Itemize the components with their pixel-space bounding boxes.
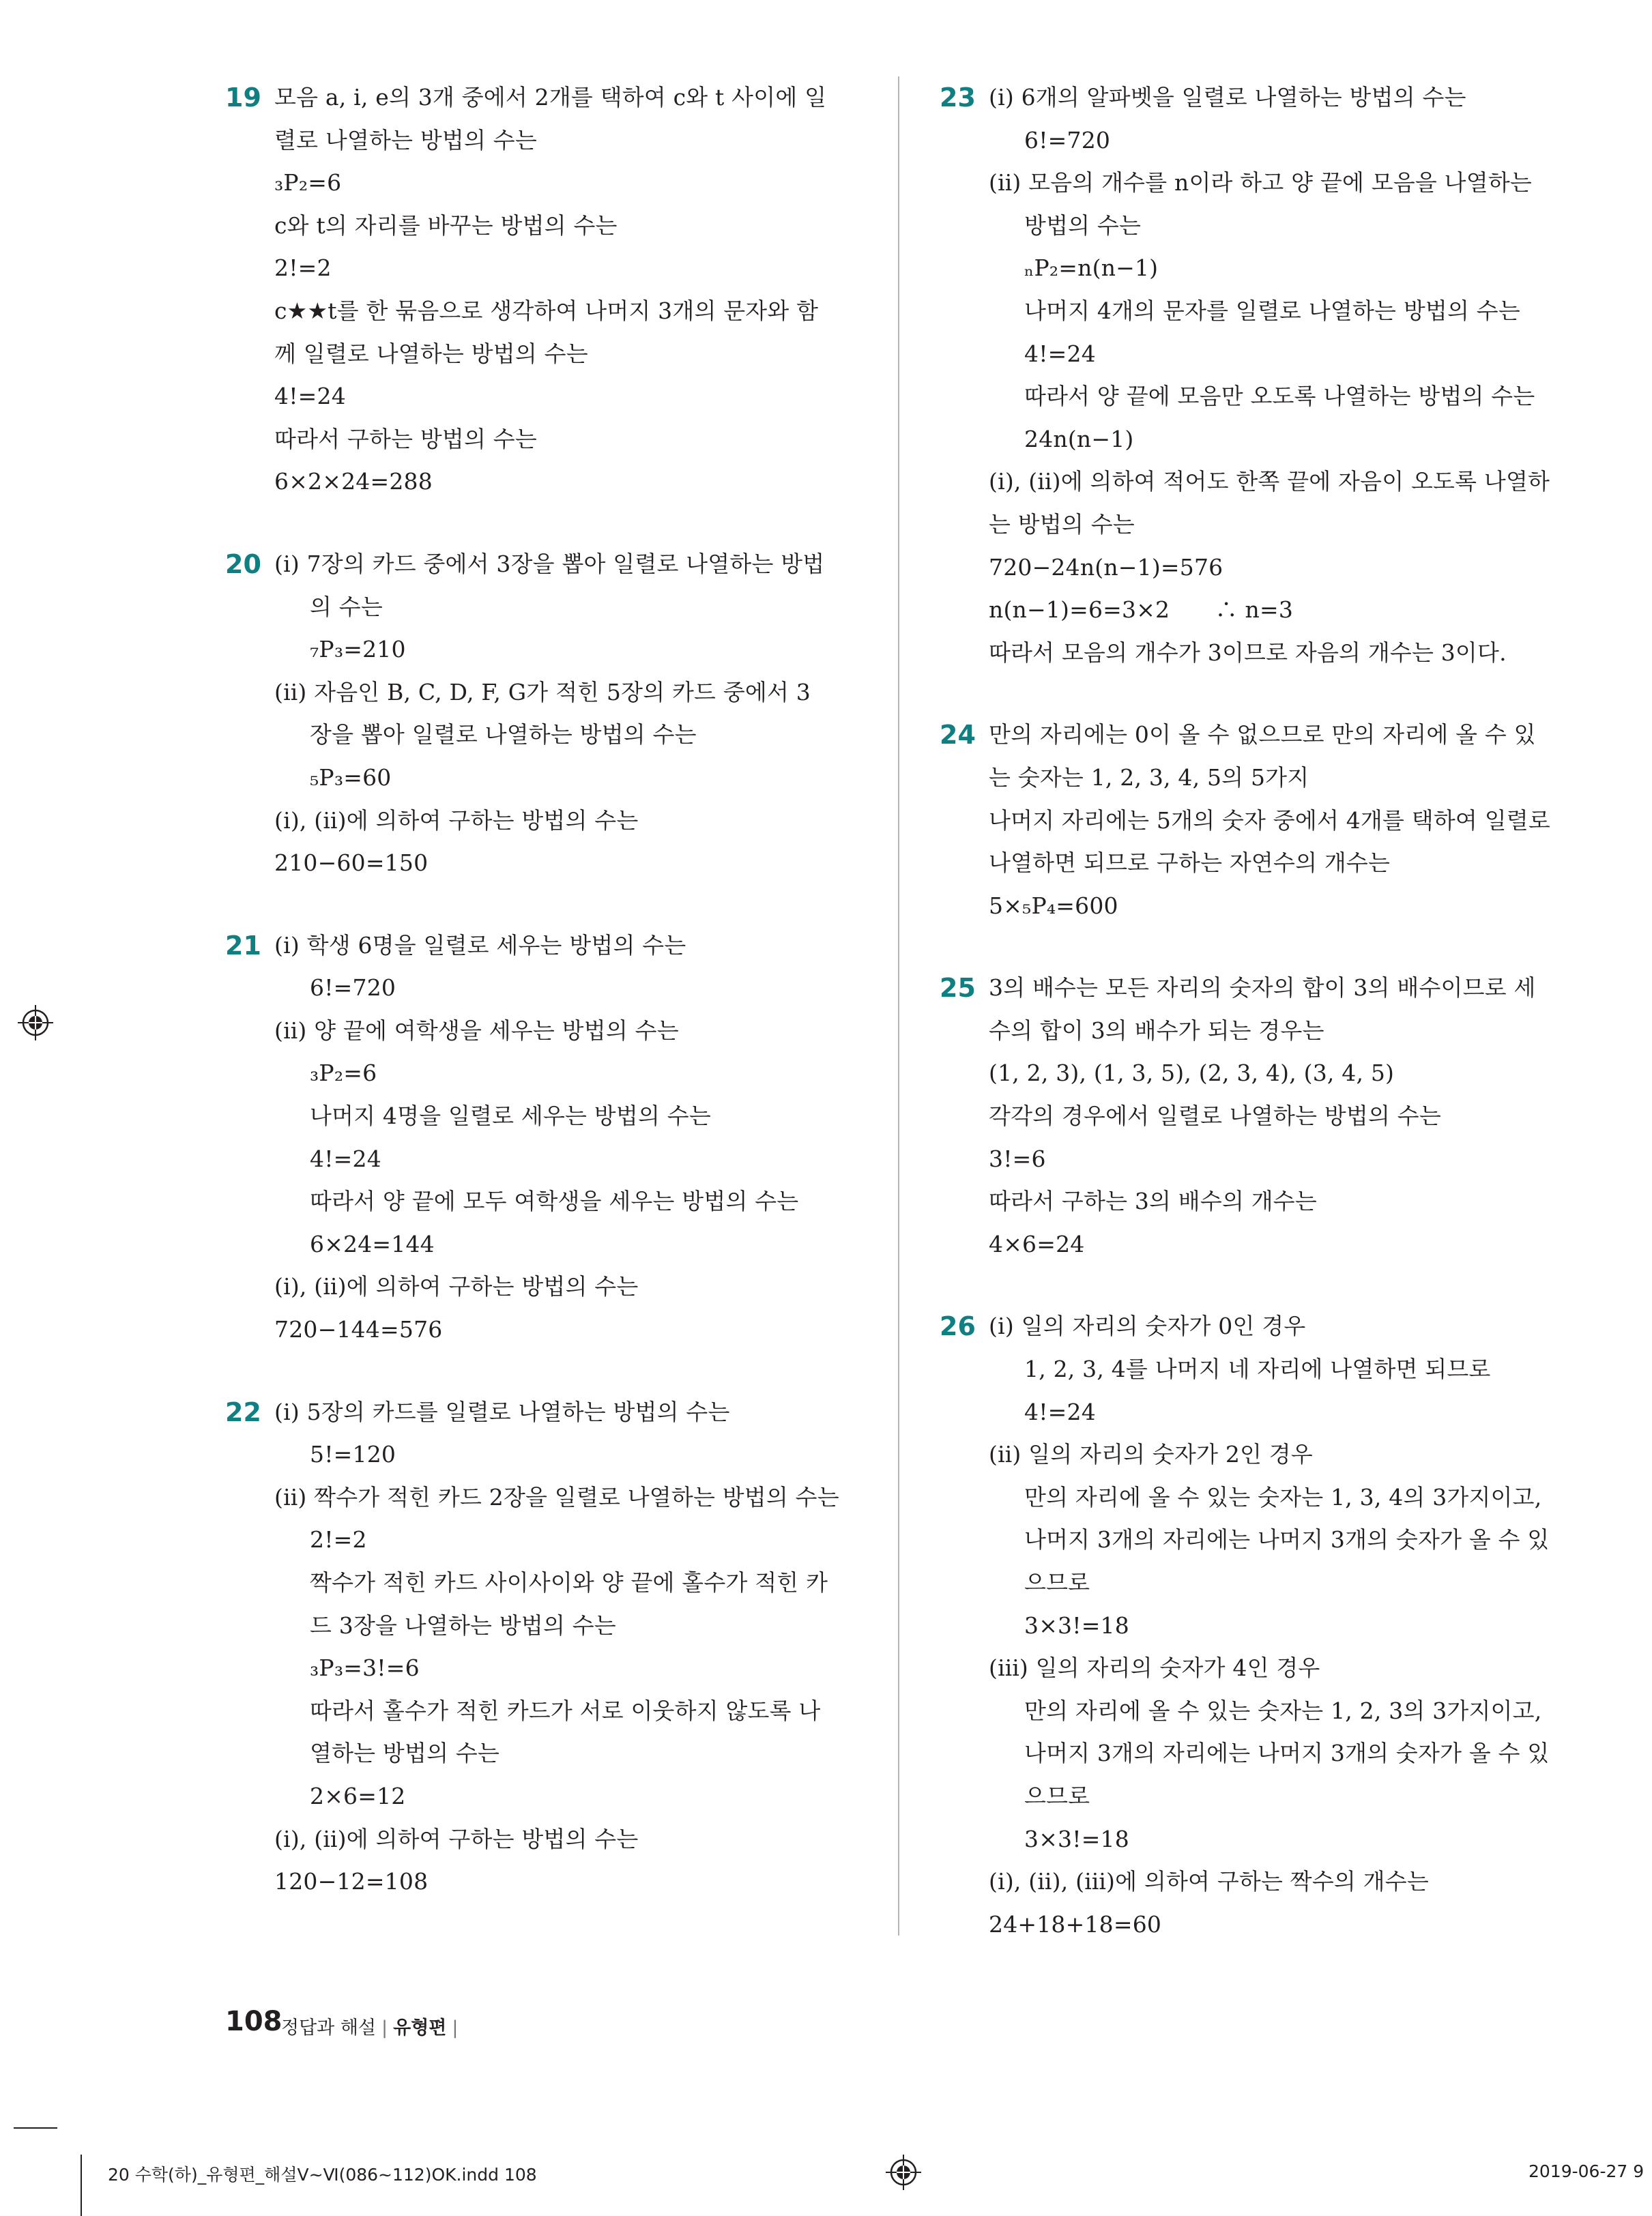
- page-footer: [281, 2013, 463, 2039]
- solution-line: 짝수가 적힌 카드 사이사이와 양 끝에 홀수가 적힌 카: [310, 1569, 828, 1596]
- solution-line: (ⅱ) 모음의 개수를 n이라 하고 양 끝에 모음을 나열하는: [989, 169, 1532, 196]
- slug-date: 2019-06-27 9: [1528, 2161, 1644, 2181]
- crop-mark-horizontal: [14, 2127, 57, 2129]
- solution-line: (ⅰ), (ⅱ)에 의하여 구하는 방법의 수는: [274, 1273, 639, 1300]
- problem-number: 21: [225, 930, 261, 961]
- solution-line: 는 방법의 수는: [989, 510, 1135, 538]
- problem-25: [940, 967, 1584, 1266]
- solution-line: (ⅱ) 자음인 B, C, D, F, G가 적힌 5장의 카드 중에서 3: [274, 678, 811, 705]
- solution-line: 열하는 방법의 수는: [310, 1740, 500, 1767]
- solution-line: ₇P₃=210: [310, 636, 406, 663]
- problem-20: [225, 543, 860, 885]
- solution-line: 나머지 3개의 자리에는 나머지 3개의 숫자가 올 수 있: [1024, 1740, 1550, 1767]
- solution-line: 는 숫자는 1, 2, 3, 4, 5의 5가지: [989, 763, 1309, 791]
- problem-number: 19: [225, 83, 261, 113]
- solution-line: (ⅱ) 짝수가 적힌 카드 2장을 일렬로 나열하는 방법의 수는: [274, 1483, 839, 1511]
- solution-line: 3×3!=18: [1024, 1825, 1129, 1852]
- solution-line: 24n(n−1): [1024, 425, 1134, 452]
- solution-line: 나머지 자리에는 5개의 숫자 중에서 4개를 택하여 일렬로: [989, 806, 1550, 834]
- solution-line: 렬로 나열하는 방법의 수는: [274, 126, 537, 154]
- solution-line: 만의 자리에는 0이 올 수 없으므로 만의 자리에 올 수 있: [989, 721, 1536, 748]
- solution-line: (ⅰ), (ⅱ)에 의하여 구하는 방법의 수는: [274, 1825, 639, 1852]
- solution-line: ₙP₂=n(n−1): [1024, 254, 1159, 282]
- solution-line: (ⅰ), (ⅱ), (ⅲ)에 의하여 구하는 짝수의 개수는: [989, 1868, 1429, 1895]
- solution-line: (ⅰ), (ⅱ)에 의하여 적어도 한쪽 끝에 자음이 오도록 나열하: [989, 468, 1550, 495]
- problem-19: [225, 76, 860, 504]
- solution-line: 따라서 모음의 개수가 3이므로 자음의 개수는 3이다.: [989, 639, 1507, 666]
- solution-line: 나머지 3개의 자리에는 나머지 3개의 숫자가 올 수 있: [1024, 1526, 1550, 1554]
- solution-line: 나머지 4명을 일렬로 세우는 방법의 수는: [310, 1103, 711, 1130]
- problem-23: [940, 76, 1584, 674]
- solution-line: 5×₅P₄=600: [989, 892, 1118, 919]
- solution-line: 방법의 수는: [1024, 212, 1142, 239]
- solution-line: ₃P₂=6: [274, 169, 342, 196]
- crop-mark-vertical: [81, 2155, 82, 2216]
- solution-line: 장을 뽑아 일렬로 나열하는 방법의 수는: [310, 721, 697, 748]
- solution-line: 따라서 홀수가 적힌 카드가 서로 이웃하지 않도록 나: [310, 1697, 821, 1724]
- solution-line: 120−12=108: [274, 1868, 429, 1895]
- solution-line: 의 수는: [310, 593, 383, 620]
- solution-line: (ⅱ) 양 끝에 여학생을 세우는 방법의 수는: [274, 1017, 679, 1044]
- problem-number: 22: [225, 1397, 261, 1427]
- right-column: [940, 76, 1584, 1946]
- problem-number: 26: [940, 1311, 976, 1342]
- solution-line: 께 일렬로 나열하는 방법의 수는: [274, 340, 588, 367]
- solution-line: 2!=2: [310, 1526, 367, 1554]
- problem-22: [225, 1391, 860, 1904]
- solution-line: 720−24n(n−1)=576: [989, 553, 1223, 581]
- solution-line: 2×6=12: [310, 1782, 406, 1809]
- footer-separator: |: [381, 2017, 388, 2039]
- solution-line: 나열하면 되므로 구하는 자연수의 개수는: [989, 849, 1391, 877]
- solution-line: 6!=720: [310, 974, 396, 1002]
- problem-24: [940, 714, 1584, 927]
- solution-line: 24+18+18=60: [989, 1910, 1162, 1938]
- solution-line: 4!=24: [1024, 340, 1096, 367]
- problem-number: 20: [225, 549, 261, 579]
- problem-number: 25: [940, 973, 976, 1004]
- solution-line: 3!=6: [989, 1145, 1046, 1172]
- left-column: [225, 76, 860, 1904]
- problem-26: [940, 1305, 1584, 1946]
- solution-line: c와 t의 자리를 바꾸는 방법의 수는: [274, 212, 618, 239]
- solution-line: 만의 자리에 올 수 있는 숫자는 1, 3, 4의 3가지이고,: [1024, 1483, 1542, 1511]
- solution-line: (ⅰ) 5장의 카드를 일렬로 나열하는 방법의 수는: [274, 1398, 730, 1425]
- solution-line: 6×2×24=288: [274, 468, 433, 495]
- solution-line: 드 3장을 나열하는 방법의 수는: [310, 1612, 616, 1639]
- solution-line: 4×6=24: [989, 1230, 1085, 1257]
- footer-part: 유형편: [393, 2017, 447, 2039]
- solution-line: 4!=24: [1024, 1398, 1096, 1425]
- problem-number: 24: [940, 720, 976, 750]
- solution-line: (ⅲ) 일의 자리의 숫자가 4인 경우: [989, 1654, 1320, 1682]
- solution-line: 따라서 구하는 방법의 수는: [274, 425, 537, 452]
- registration-mark-icon: [886, 2155, 921, 2190]
- solution-line: c★★t를 한 묶음으로 생각하여 나머지 3개의 문자와 함: [274, 297, 819, 324]
- solution-line: n(n−1)=6=3×2 ∴ n=3: [989, 596, 1294, 624]
- solution-line: 으므로: [1024, 1569, 1090, 1596]
- solution-line: (ⅰ) 6개의 알파벳을 일렬로 나열하는 방법의 수는: [989, 84, 1466, 111]
- column-divider: [898, 76, 899, 1936]
- solution-line: 3×3!=18: [1024, 1612, 1129, 1639]
- solution-line: 각각의 경우에서 일렬로 나열하는 방법의 수는: [989, 1103, 1441, 1130]
- solution-line: 만의 자리에 올 수 있는 숫자는 1, 2, 3의 3가지이고,: [1024, 1697, 1542, 1724]
- solution-line: 4!=24: [310, 1145, 381, 1172]
- solution-line: 3의 배수는 모든 자리의 숫자의 합이 3의 배수이므로 세: [989, 974, 1536, 1002]
- solution-line: 210−60=150: [274, 849, 429, 877]
- solution-line: 모음 a, i, e의 3개 중에서 2개를 택하여 c와 t 사이에 일: [274, 84, 827, 111]
- solution-line: 1, 2, 3, 4를 나머지 네 자리에 나열하면 되므로: [1024, 1356, 1491, 1383]
- solution-line: 5!=120: [310, 1441, 396, 1468]
- solution-line: 따라서 양 끝에 모두 여학생을 세우는 방법의 수는: [310, 1188, 799, 1215]
- slug-file-info: 20 수학(하)_유형편_해설Ⅴ~Ⅵ(086~112)OK.indd 108: [108, 2165, 537, 2185]
- footer-section: 정답과 해설: [281, 2017, 376, 2039]
- solution-line: 수의 합이 3의 배수가 되는 경우는: [989, 1017, 1324, 1044]
- page-number: 108: [225, 2006, 282, 2037]
- solution-line: 2!=2: [274, 254, 332, 282]
- solution-line: ₃P₂=6: [310, 1060, 377, 1087]
- problem-number: 23: [940, 83, 976, 113]
- footer-separator: |: [452, 2017, 459, 2039]
- solution-line: ₅P₃=60: [310, 763, 392, 791]
- solution-line: (ⅰ) 7장의 카드 중에서 3장을 뽑아 일렬로 나열하는 방법: [274, 550, 825, 577]
- solution-line: 나머지 4개의 문자를 일렬로 나열하는 방법의 수는: [1024, 297, 1520, 324]
- solution-line: (ⅰ) 학생 6명을 일렬로 세우는 방법의 수는: [274, 931, 686, 959]
- solution-line: 720−144=576: [274, 1316, 443, 1343]
- solution-line: ₃P₃=3!=6: [310, 1654, 420, 1682]
- problem-21: [225, 924, 860, 1352]
- solution-line: (ⅱ) 일의 자리의 숫자가 2인 경우: [989, 1441, 1313, 1468]
- solution-line: (ⅰ) 일의 자리의 숫자가 0인 경우: [989, 1313, 1306, 1340]
- solution-line: 4!=24: [274, 383, 346, 410]
- solution-line: 6×24=144: [310, 1230, 435, 1257]
- solution-line: 6!=720: [1024, 126, 1111, 154]
- registration-mark-icon: [18, 1005, 53, 1040]
- solution-line: 따라서 양 끝에 모음만 오도록 나열하는 방법의 수는: [1024, 383, 1535, 410]
- solution-line: 따라서 구하는 3의 배수의 개수는: [989, 1188, 1317, 1215]
- solution-line: (ⅰ), (ⅱ)에 의하여 구하는 방법의 수는: [274, 806, 639, 834]
- solution-line: (1, 2, 3), (1, 3, 5), (2, 3, 4), (3, 4, 5): [989, 1060, 1395, 1087]
- solution-line: 으므로: [1024, 1782, 1090, 1809]
